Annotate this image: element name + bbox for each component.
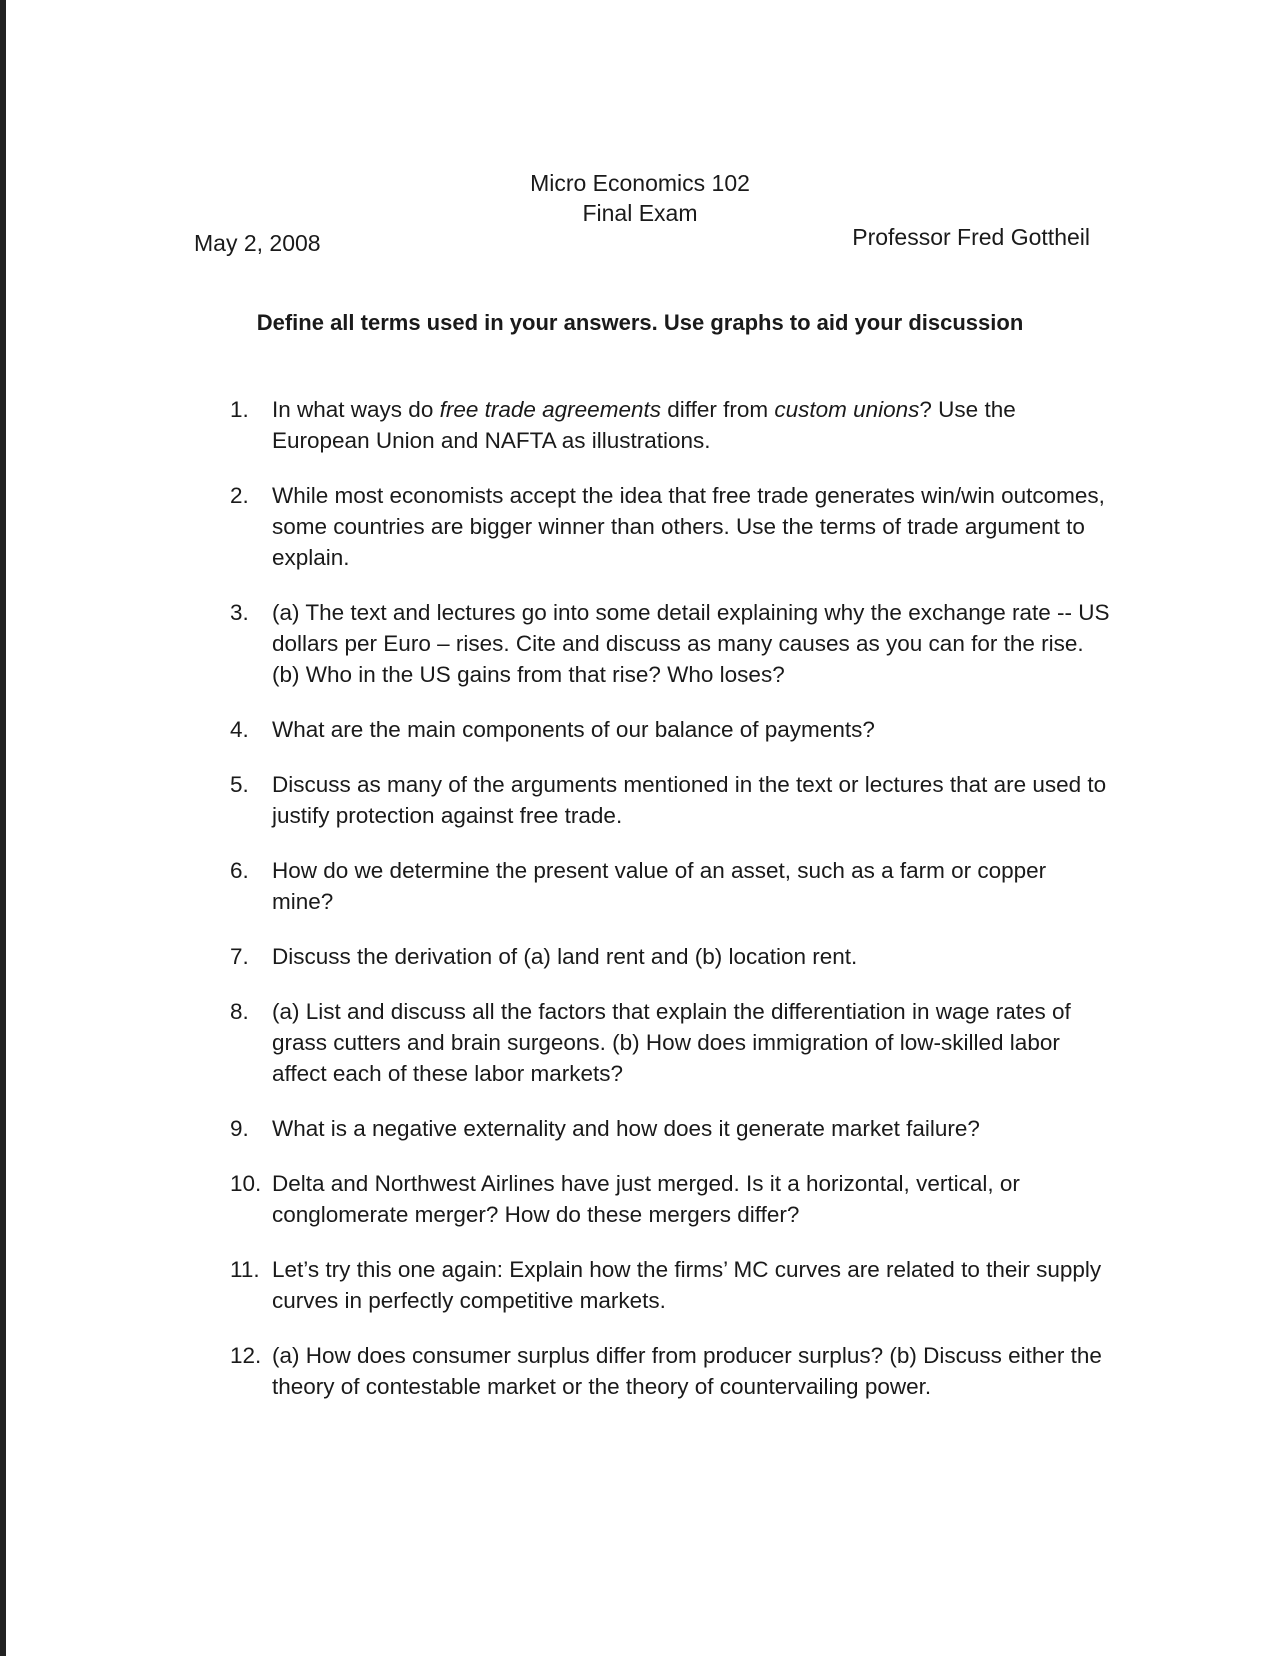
question-item	[230, 597, 1110, 690]
question-text: What is a negative externality and how does it generate market failure?	[272, 1116, 980, 1141]
question-number: 3.	[230, 600, 249, 625]
question-text: (a) How does consumer surplus differ from producer surplus? (b) Discuss either the theory of contestable market or the theory of countervailing power.	[272, 1343, 1102, 1399]
question-number: 8.	[230, 999, 249, 1024]
question-text-segment: In what ways do	[272, 397, 440, 422]
question-item	[230, 394, 1110, 456]
question-number: 4.	[230, 717, 249, 742]
question-text-segment: differ from	[660, 397, 775, 422]
question-number: 6.	[230, 858, 249, 883]
question-text: (a) List and discuss all the factors that explain the differentiation in wage rates of grass cutters and brain surgeons. (b) How does immigration of low-skilled labor affect each of these labor markets?	[272, 999, 1071, 1086]
question-text: Discuss as many of the arguments mentioned in the text or lectures that are used to justify protection against free trade.	[272, 772, 1107, 828]
professor-name: Professor Fred Gottheil	[852, 224, 1090, 250]
question-text: What are the main components of our balance of payments?	[272, 717, 875, 742]
question-text: How do we determine the present value of an asset, such as a farm or copper mine?	[272, 858, 1047, 914]
question-item	[230, 714, 1110, 745]
question-item	[230, 480, 1110, 573]
question-number: 12.	[230, 1343, 262, 1368]
question-text: Discuss the derivation of (a) land rent and (b) location rent.	[272, 944, 858, 969]
question-item	[230, 1168, 1110, 1230]
scan-left-edge	[0, 0, 6, 1656]
question-number: 5.	[230, 772, 249, 797]
question-item	[230, 1340, 1110, 1402]
question-item	[230, 1113, 1110, 1144]
question-term: free trade agreements	[439, 397, 661, 422]
question-item	[230, 855, 1110, 917]
question-number: 9.	[230, 1116, 249, 1141]
question-text: (a) The text and lectures go into some detail explaining why the exchange rate -- US dollars per Euro – rises. Cite and discuss as many causes as you can for the rise. (b) Who in the US gains from that rise? Who loses?	[272, 600, 1110, 687]
question-item	[230, 1254, 1110, 1316]
question-text: While most economists accept the idea that free trade generates win/win outcomes, some countries are bigger winner than others. Use the terms of trade argument to explain.	[272, 483, 1105, 570]
exam-date: May 2, 2008	[194, 230, 321, 256]
title-block	[0, 168, 1280, 228]
exam-title: Final Exam	[582, 200, 698, 226]
question-item	[230, 769, 1110, 831]
question-list	[230, 394, 1110, 1426]
question-item	[230, 941, 1110, 972]
instructions: Define all terms used in your answers. Use graphs to aid your discussion	[256, 310, 1024, 335]
question-number: 7.	[230, 944, 249, 969]
question-number: 1.	[230, 397, 249, 422]
question-number: 2.	[230, 483, 249, 508]
question-text: Let’s try this one again: Explain how the firms’ MC curves are related to their supply curves in perfectly competitive markets.	[272, 1257, 1102, 1313]
question-text: Delta and Northwest Airlines have just merged. Is it a horizontal, vertical, or conglomerate merger? How do these mergers differ?	[272, 1171, 1020, 1227]
question-number: 11.	[230, 1257, 260, 1282]
question-text-segment: ? Use the European Union and NAFTA as illustrations.	[272, 397, 1016, 453]
course-title: Micro Economics 102	[530, 170, 750, 196]
question-text	[272, 397, 1016, 453]
question-item	[230, 996, 1110, 1089]
question-number: 10.	[230, 1171, 262, 1196]
question-term: custom unions	[774, 397, 920, 422]
